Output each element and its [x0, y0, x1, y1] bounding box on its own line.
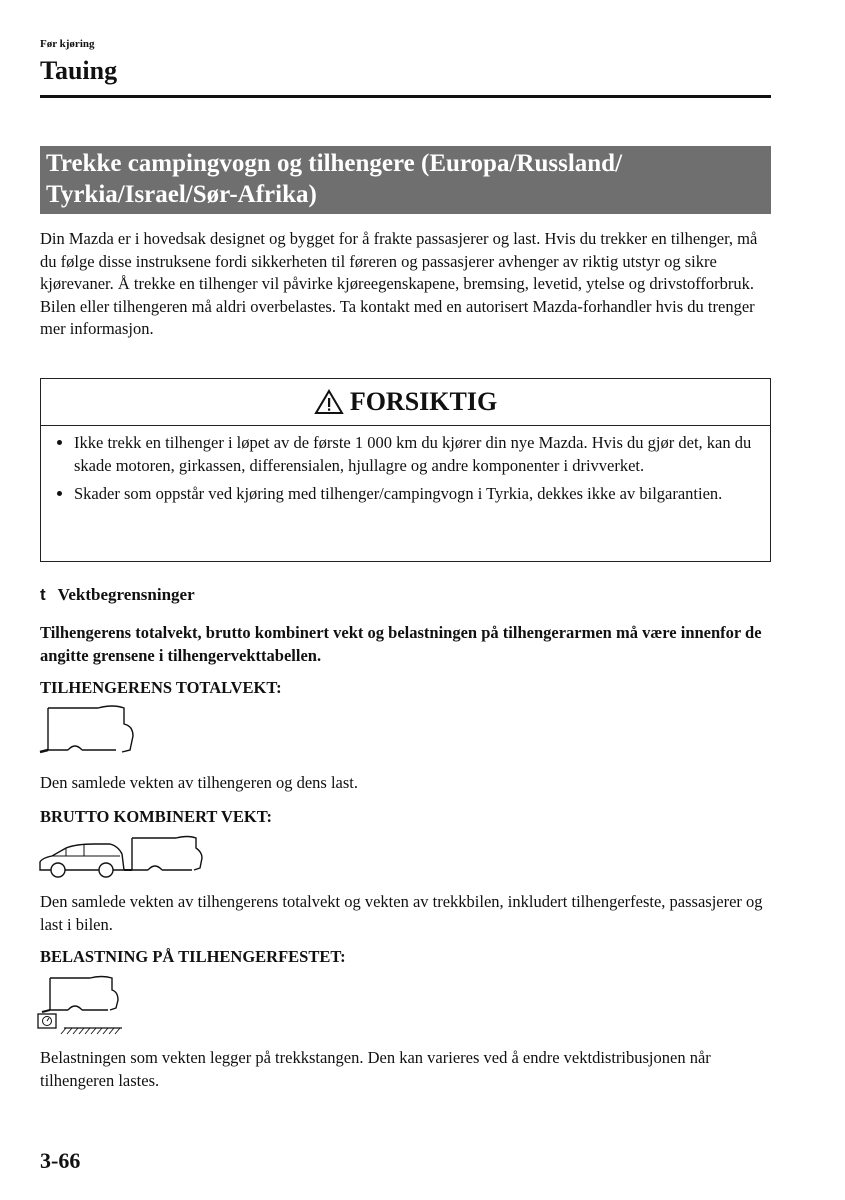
caution-header: [41, 379, 770, 426]
section-heading-line2: Tyrkia/Israel/Sør-Afrika): [46, 181, 317, 208]
trailer-weight-label: TILHENGERENS TOTALVEKT:: [40, 678, 282, 697]
caution-item: • Skader som oppstår ved kjøring med tilhenger/campingvogn i Tyrkia, dekkes ikke av bilgarantien.: [74, 483, 760, 506]
page-title: Tauing: [40, 56, 118, 85]
weights-heading-text: Vektbegrensninger: [57, 585, 195, 604]
intro-paragraph: Bilen eller tilhengeren må aldri overbelastes. Ta kontakt med en autorisert Mazda-forhandler hvis du trenger mer informasjon.: [40, 296, 755, 338]
tongue-load-illustration: [36, 972, 132, 1036]
section-kicker: Før kjøring: [40, 38, 95, 50]
trailer-weight-description: Den samlede vekten av tilhengeren og dens last.: [40, 773, 358, 792]
intro-paragraph: Din Mazda er i hovedsak designet og bygget for å frakte passasjerer og last. Hvis du trekker en tilhenger, må du følge disse instruksene fordi sikkerheten til føreren og passasjerer avhenger av riktig utstyr og sikre kjørevaner. Å trekke en tilhenger vil påvirke kjøreegenskapene, bremsing, levetid, ytelse og drivstofforbruk.: [40, 229, 758, 293]
caution-box: [40, 378, 771, 562]
section-heading-banner: [40, 146, 771, 214]
gross-weight-label: BRUTTO KOMBINERT VEKT:: [40, 807, 272, 826]
section-marker: t: [40, 585, 46, 604]
caution-item: • Ikke trekk en tilhenger i løpet av de første 1 000 km du kjører din nye Mazda. Hvis du gjør det, kan du skade motoren, girkassen, differensialen, hjullagre og andre komponenter i drivverket.: [74, 432, 760, 477]
weights-rule: Tilhengerens totalvekt, brutto kombinert vekt og belastningen på tilhengerarmen må være innenfor de angitte grensene i tilhengervekttabellen.: [40, 623, 762, 665]
tongue-load-label: BELASTNING PÅ TILHENGERFESTET:: [40, 947, 346, 966]
gross-weight-description: Den samlede vekten av tilhengerens totalvekt og vekten av trekkbilen, inkludert tilhengerfeste, passasjerer og last i bilen.: [40, 892, 763, 934]
page-number: 3-66: [40, 1148, 81, 1173]
car-with-trailer-illustration: [36, 832, 206, 884]
caution-title: FORSIKTIG: [349, 387, 498, 416]
trailer-illustration: [38, 702, 138, 760]
tongue-load-description: Belastningen som vekten legger på trekkstangen. Den kan varieres ved å endre vektdistribusjonen når tilhengeren lastes.: [40, 1048, 711, 1090]
title-divider: [40, 95, 771, 98]
caution-list: [41, 426, 770, 506]
weights-heading: [40, 585, 195, 605]
warning-triangle-icon: [314, 389, 344, 415]
section-heading-line1: Trekke campingvogn og tilhengere (Europa/Russland/: [46, 150, 623, 177]
intro-text: [40, 228, 775, 341]
